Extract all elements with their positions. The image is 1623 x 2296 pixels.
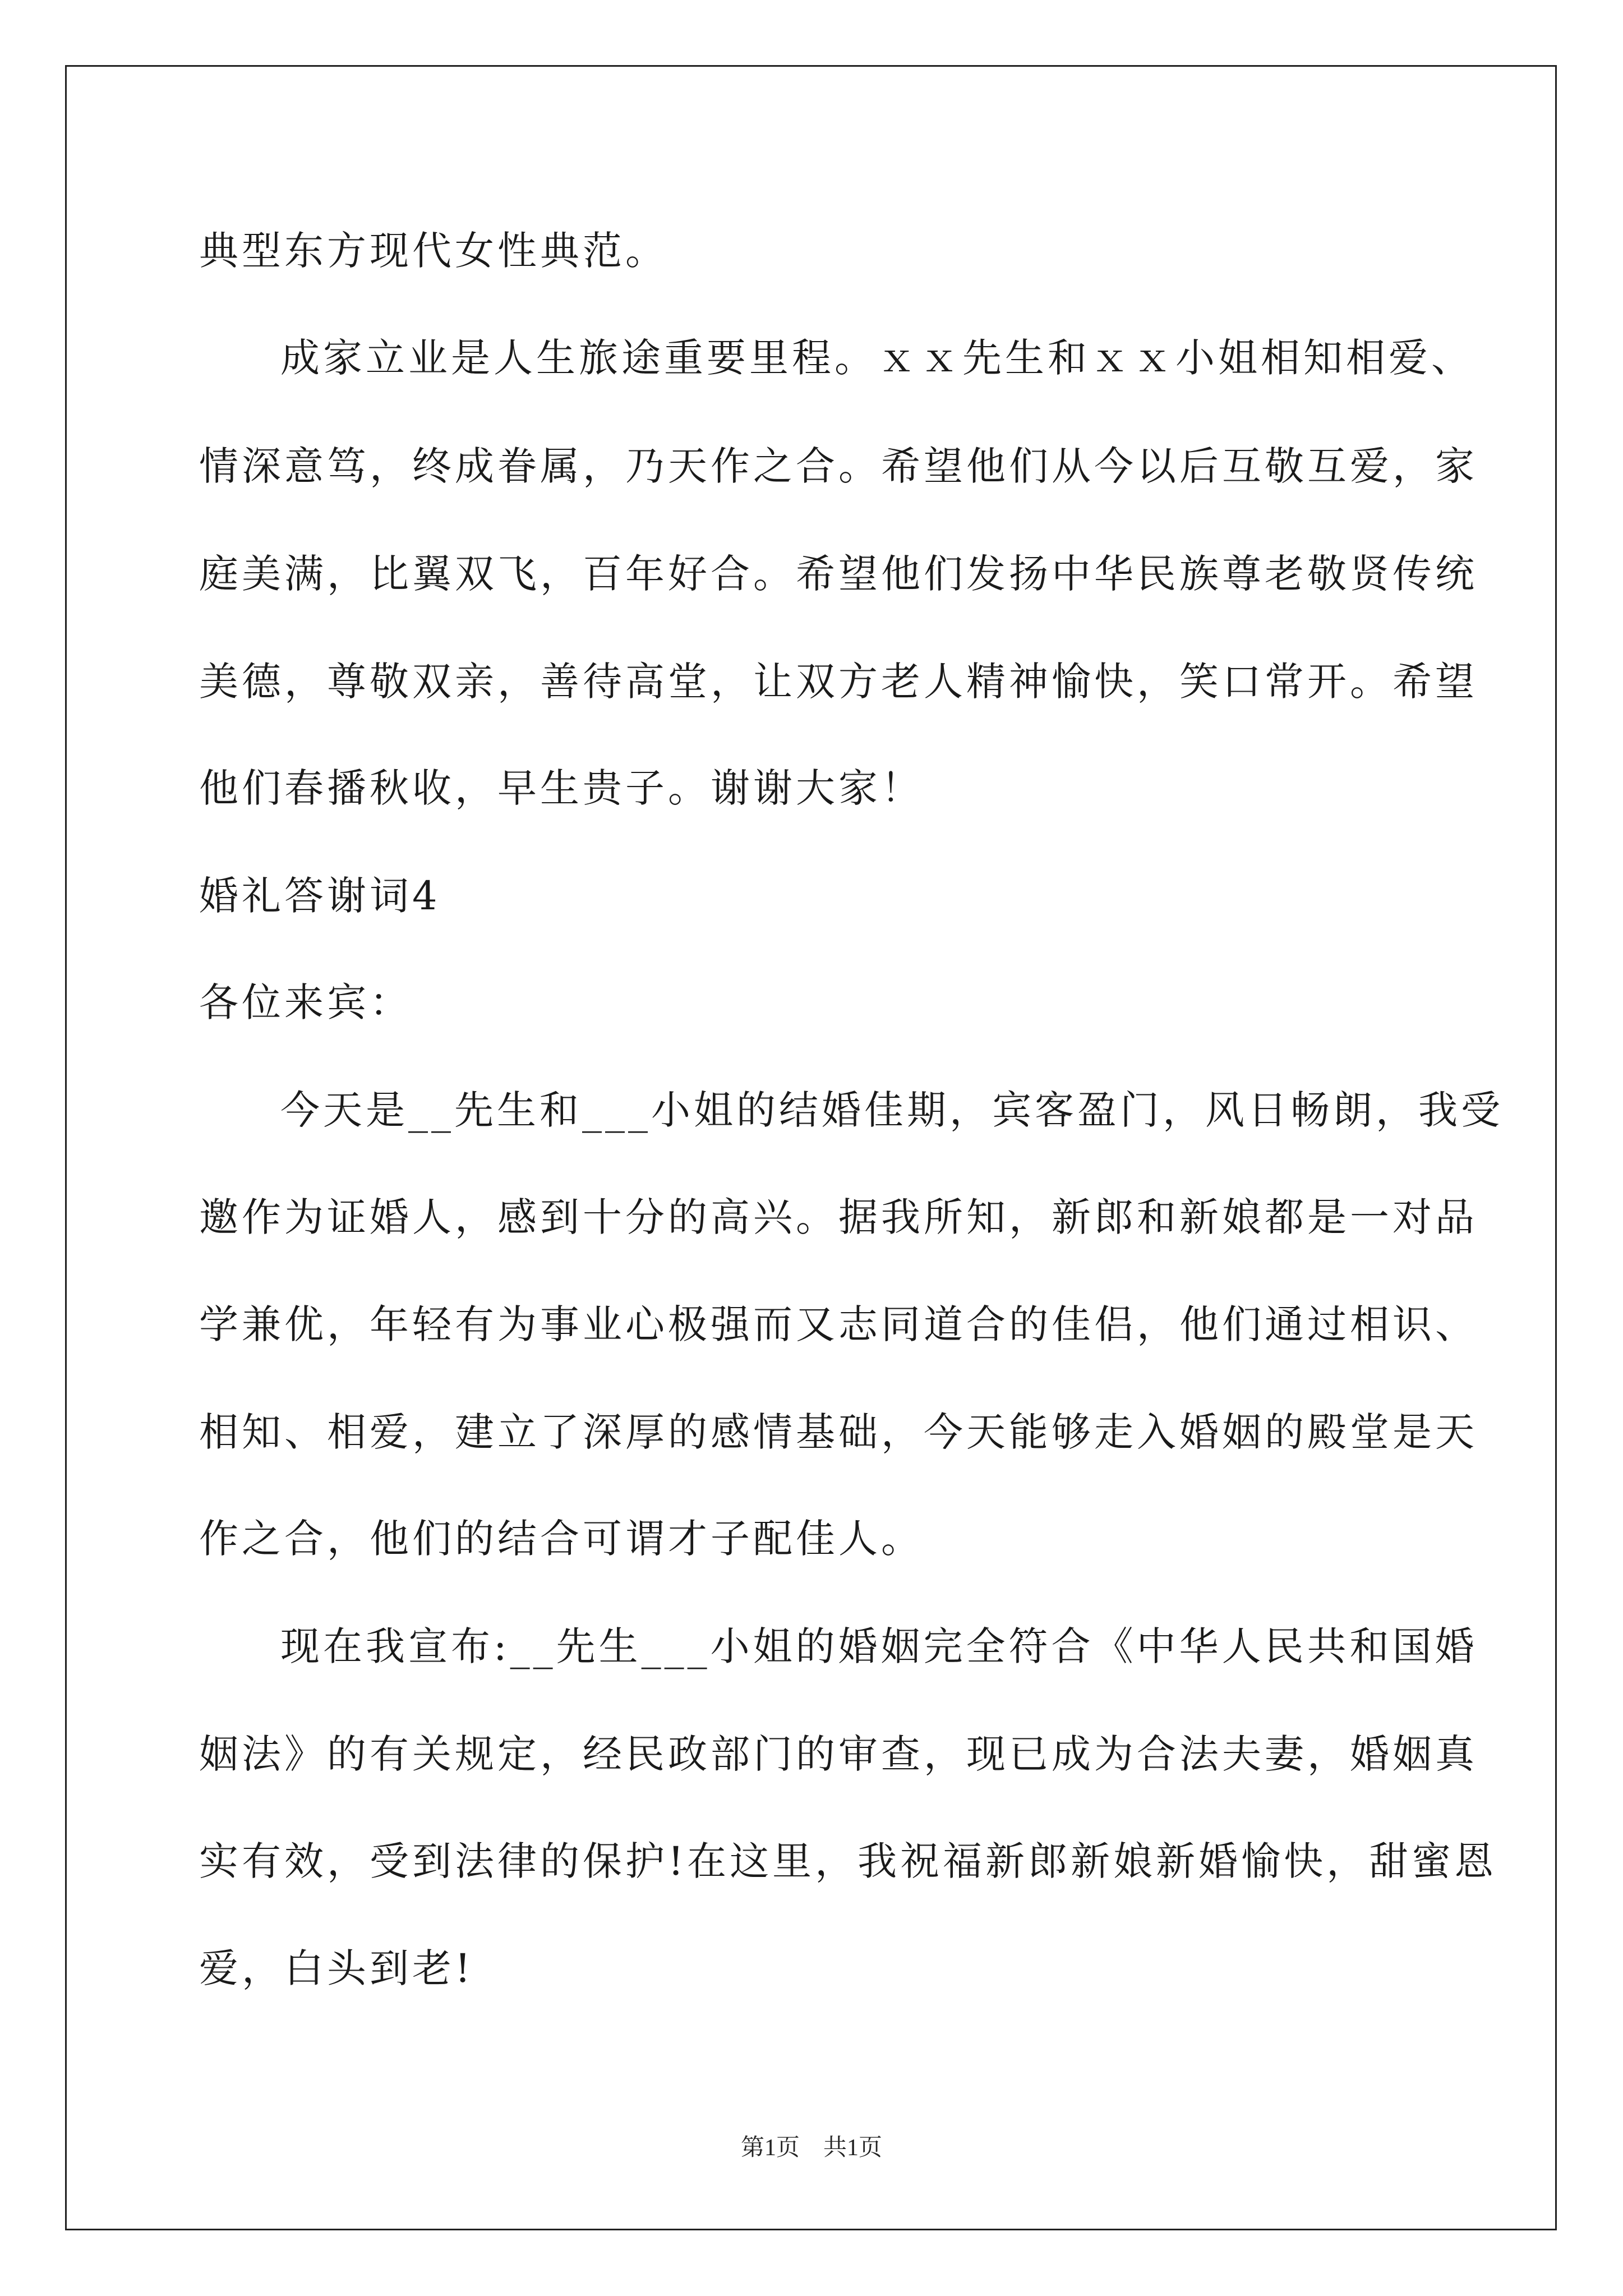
paragraph-line: 美德，尊敬双亲，善待高堂，让双方老人精神愉快，笑口常开。希望 [199, 659, 1478, 705]
paragraph-line: 姻法》的有关规定，经民政部门的审查，现已成为合法夫妻，婚姻真 [199, 1731, 1478, 1777]
paragraph-line: 今天是__先生和___小姐的结婚佳期，宾客盈门，风日畅朗，我受 [280, 1087, 1504, 1133]
paragraph-line: 典型东方现代女性典范。 [199, 228, 668, 274]
paragraph-line: 庭美满，比翼双飞，百年好合。希望他们发扬中华民族尊老敬贤传统 [199, 551, 1478, 597]
paragraph-line: 实有效，受到法律的保护!在这里，我祝福新郎新娘新婚愉快，甜蜜恩 [199, 1838, 1497, 1884]
paragraph-line: 现在我宣布:__先生___小姐的婚姻完全符合《中华人民共和国婚 [280, 1623, 1478, 1669]
section-heading: 婚礼答谢词4 [199, 873, 441, 919]
paragraph-line: 学兼优，年轻有为事业心极强而又志同道合的佳侣，他们通过相识、 [199, 1301, 1478, 1347]
paragraph-line: 情深意笃，终成眷属，乃天作之合。希望他们从今以后互敬互爱，家 [199, 443, 1478, 489]
paragraph-line: 作之合，他们的结合可谓才子配佳人。 [199, 1516, 924, 1562]
paragraph-line: 成家立业是人生旅途重要里程。ｘｘ先生和ｘｘ小姐相知相爱、 [280, 335, 1474, 381]
page-number: 第1页 共1页 [740, 2135, 882, 2161]
paragraph-line: 他们春播秋收，早生贵子。谢谢大家！ [199, 765, 924, 811]
paragraph-line: 邀作为证婚人，感到十分的高兴。据我所知，新郎和新娘都是一对品 [199, 1194, 1478, 1240]
paragraph-line: 相知、相爱，建立了深厚的感情基础，今天能够走入婚姻的殿堂是天 [199, 1409, 1478, 1455]
page-border [65, 65, 1557, 2230]
paragraph-line: 爱，白头到老! [199, 1945, 474, 1991]
salutation: 各位来宾： [199, 979, 412, 1025]
